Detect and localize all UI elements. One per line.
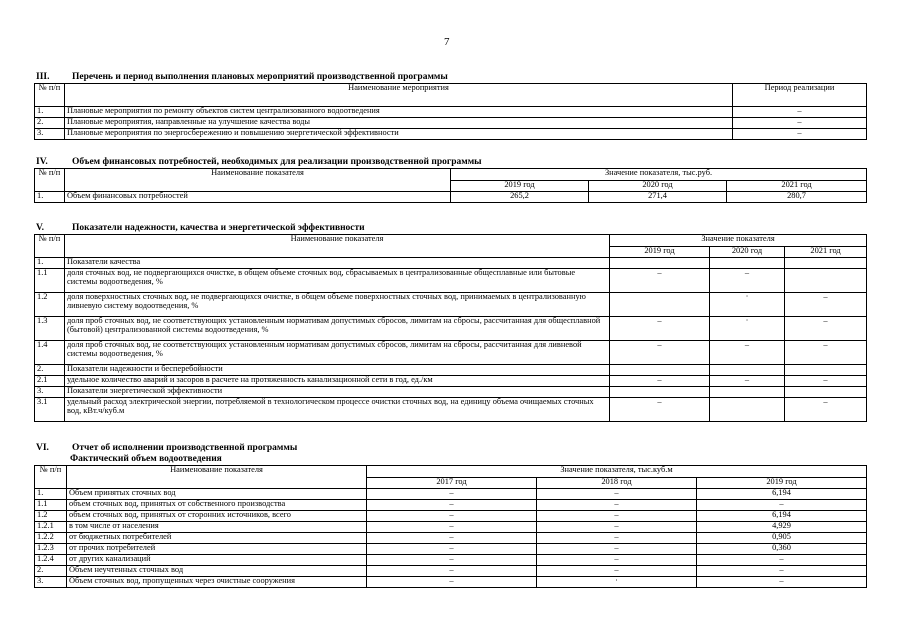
col-header-name: Наименование показателя (65, 235, 610, 258)
col-header-num: № п/п (35, 169, 65, 192)
col-header-value: Значение показателя, тыс.куб.м (367, 466, 867, 478)
col-header-year: 2019 год (451, 181, 589, 192)
table-row: 1.3 доля проб сточных вод, не соответствующих установленным нормативам допустимых сбросов, лимитам на сбросы, рассчитанная для общесплавной (бытовой) централизованной системы водоотведения, % – · – (35, 317, 867, 341)
col-header-name: Наименование показателя (65, 169, 451, 192)
table-row: 3. Показатели энергетической эффективности (35, 387, 867, 398)
section-6-heading: Отчет об исполнении производственной программы (72, 443, 298, 453)
col-header-year: 2021 год (727, 181, 867, 192)
col-header-year: 2019 год (697, 478, 867, 489)
table-row: 1. Объем финансовых потребностей 265,2 271,4 280,7 (35, 192, 867, 203)
section-6-number: VI. (36, 443, 49, 453)
table-row: 2. Показатели надежности и бесперебойности (35, 365, 867, 376)
table-row: 1.1 доля сточных вод, не подвергающихся очистке, в общем объеме сточных вод, сбрасываемых в централизованные общесплавные или бытовые системы водоотведения, % – – (35, 269, 867, 293)
section-4-number: IV. (36, 157, 48, 167)
section-3-title (36, 72, 448, 82)
table-row: 3. Плановые мероприятия по энергосбережению и повышению энергетической эффективности – (35, 129, 867, 140)
col-header-num: № п/п (35, 84, 65, 107)
col-header-year: 2018 год (537, 478, 697, 489)
section-4-heading: Объем финансовых потребностей, необходимых для реализации производственной программы (72, 157, 482, 167)
plan-measures-table (34, 83, 867, 140)
col-header-name: Наименование показателя (67, 466, 367, 489)
col-header-year: 2021 год (785, 247, 867, 258)
table-row: 1.2.3 от прочих потребителей – – 0,360 (35, 544, 867, 555)
table-row: 1. Плановые мероприятия по ремонту объектов систем централизованного водоотведения – (35, 107, 867, 118)
table-row: 1. Показатели качества (35, 258, 867, 269)
table-row: 1.2 объем сточных вод, принятых от сторонних источников, всего – – 6,194 (35, 511, 867, 522)
section-5-number: V. (36, 223, 45, 233)
col-header-year: 2020 год (589, 181, 727, 192)
col-header-num: № п/п (35, 466, 67, 489)
col-header-name: Наименование мероприятия (65, 84, 733, 107)
table-row: 1.2 доля поверхностных сточных вод, не подвергающихся очистке, в общем объеме поверхностных сточных вод, принимаемых в централизованную ливневую систему водоотведения, % · – (35, 293, 867, 317)
financial-needs-table (34, 168, 867, 203)
table-row: 2. Объем неучтенных сточных вод – – – (35, 566, 867, 577)
col-header-value: Значение показателя (610, 235, 867, 247)
table-row: 1. Объем принятых сточных вод – – 6,194 (35, 489, 867, 500)
col-header-value: Значение показателя, тыс.руб. (451, 169, 867, 181)
col-header-year: 2020 год (710, 247, 785, 258)
table-row: 1.2.1 в том числе от населения – – 4,929 (35, 522, 867, 533)
table-row: 1.2.4 от других канализаций – – – (35, 555, 867, 566)
section-4-title (36, 157, 482, 167)
wastewater-volume-table (34, 465, 867, 588)
col-header-num: № п/п (35, 235, 65, 258)
table-row: 1.4 доля проб сточных вод, не соответствующих установленным нормативам допустимых сбросов, лимитам на сбросы, рассчитанная для ливневой системы водоотведения, % – – – (35, 341, 867, 365)
section-5-heading: Показатели надежности, качества и энергетической эффективности (72, 223, 365, 233)
table-row: 1.2.2 от бюджетных потребителей – – 0,905 (35, 533, 867, 544)
reliability-indicators-table (34, 234, 867, 422)
page-number: 7 (444, 36, 450, 48)
table-row: 3.1 удельный расход электрической энергии, потребляемой в технологическом процессе очистки сточных вод, на единицу объема очищаемых сточных вод, кВт.ч/куб.м – – (35, 398, 867, 422)
section-5-title (36, 223, 365, 233)
col-header-period: Период реализации (733, 84, 867, 107)
table-row: 1.1 объем сточных вод, принятых от собственного производства – – – (35, 500, 867, 511)
col-header-year: 2019 год (610, 247, 710, 258)
table-row: 2. Плановые мероприятия, направленные на улучшение качества воды – (35, 118, 867, 129)
col-header-year: 2017 год (367, 478, 537, 489)
section-6-subtitle: Фактический объем водоотведения (70, 454, 222, 464)
section-6-title (36, 443, 297, 453)
section-3-heading: Перечень и период выполнения плановых мероприятий производственной программы (72, 72, 448, 82)
table-row: 3. Объем сточных вод, пропущенных через очистные сооружения – · – (35, 577, 867, 588)
table-row: 2.1 удельное количество аварий и засоров в расчете на протяженность канализационной сети в год, ед./км – – – (35, 376, 867, 387)
section-3-number: III. (36, 72, 50, 82)
